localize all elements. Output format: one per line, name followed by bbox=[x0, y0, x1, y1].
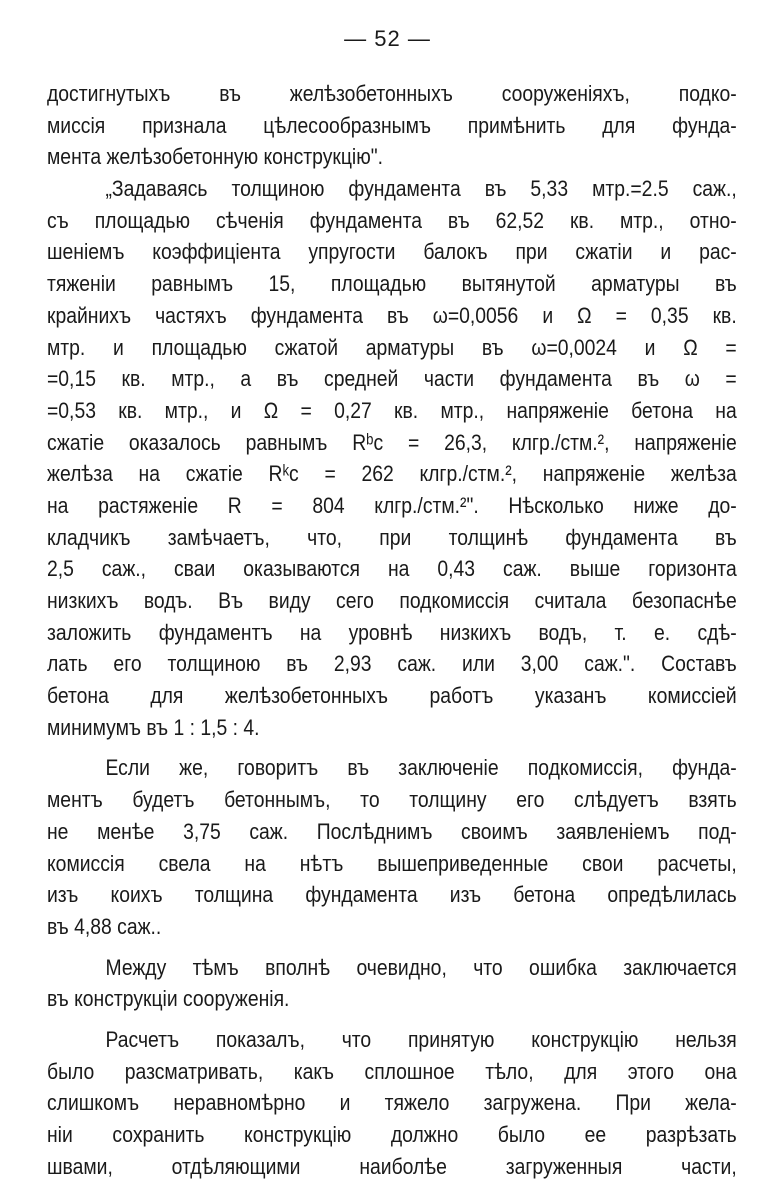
text-line: достигнутыхъ въ желѣзобетонныхъ сооруженіяхъ, подко- bbox=[47, 81, 737, 106]
text-line: швами, отдѣляющими наиболѣе загруженныя части, bbox=[47, 1153, 737, 1179]
text-line: шеніемъ коэффиціента упругости балокъ при сжатіи и рас- bbox=[47, 239, 737, 265]
text-line: „Задаваясь толщиною фундамента въ 5,33 мтр.=2.5 саж., bbox=[105, 176, 737, 202]
text-line: =0,53 кв. мтр., и Ω = 0,27 кв. мтр., напряженіе бетона на bbox=[47, 397, 737, 423]
paragraph-gap bbox=[47, 943, 737, 952]
text-line: изъ коихъ толщина фундамента изъ бетона опредѣлилась bbox=[47, 882, 737, 908]
text-line: было разсматривать, какъ сплошное тѣло, для этого она bbox=[47, 1058, 737, 1084]
text-line: лать его толщиною въ 2,93 саж. или 3,00 саж.". Составъ bbox=[47, 651, 737, 677]
page-number: — 52 — bbox=[344, 26, 431, 51]
text-line: въ конструкціи сооруженія. bbox=[47, 986, 290, 1012]
text-line: не менѣе 3,75 саж. Послѣднимъ своимъ заявленіемъ под- bbox=[47, 818, 737, 844]
text-line: ментъ будетъ бетоннымъ, то толщину его слѣдуетъ взять bbox=[47, 787, 737, 813]
text-line: ніи сохранить конструкцію должно было ее разрѣзать bbox=[47, 1122, 737, 1147]
text-line: 2,5 саж., сваи оказываются на 0,43 саж. выше горизонта bbox=[47, 556, 737, 582]
text-line: тяженіи равнымъ 15, площадью вытянутой арматуры въ bbox=[47, 271, 737, 297]
text-line: =0,15 кв. мтр., а въ средней части фундамента въ ω = bbox=[47, 366, 737, 392]
text-line: въ 4,88 саж.. bbox=[47, 913, 162, 939]
text-line: миссія признала цѣлесообразнымъ примѣнить для фунда- bbox=[47, 112, 737, 138]
text-line: съ площадью сѣченія фундамента въ 62,52 кв. мтр., отно- bbox=[47, 207, 737, 233]
text-line: на растяженіе R = 804 клгр./стм.²". Нѣсколько ниже до- bbox=[47, 492, 737, 518]
text-line: бетона для желѣзобетонныхъ работъ указанъ комиссіей bbox=[47, 683, 737, 709]
text-line: заложить фундаментъ на уровнѣ низкихъ водъ, т. е. сдѣ- bbox=[47, 619, 737, 645]
text-line: Расчетъ показалъ, что принятую конструкцію нельзя bbox=[105, 1026, 737, 1052]
text-line: Между тѣмъ вполнѣ очевидно, что ошибка заключается bbox=[105, 954, 737, 980]
text-line: слишкомъ неравномѣрно и тяжело загружена. При жела- bbox=[47, 1090, 737, 1116]
paragraph-gap bbox=[47, 743, 737, 752]
text-line: кладчикъ замѣчаетъ, что, при толщинѣ фундамента въ bbox=[47, 524, 737, 550]
body-text bbox=[47, 78, 737, 1182]
text-line: мтр. и площадью сжатой арматуры въ ω=0,0024 и Ω = bbox=[47, 334, 737, 360]
text-line: комиссія свела на нѣтъ вышеприведенные свои расчеты, bbox=[47, 850, 737, 876]
paragraph-gap bbox=[47, 1015, 737, 1024]
text-line: желѣза на сжатіе Rᵏc = 262 клгр./стм.², напряженіе желѣза bbox=[47, 461, 737, 487]
text-line: сжатіе оказалось равнымъ Rᵇc = 26,3, клгр./стм.², напряженіе bbox=[47, 429, 737, 455]
text-line: минимумъ въ 1 : 1,5 : 4. bbox=[47, 714, 260, 740]
text-line: мента желѣзобетонную конструкцію". bbox=[47, 144, 383, 170]
text-line: Если же, говоритъ въ заключеніе подкомиссія, фунда- bbox=[105, 755, 737, 781]
text-line: крайнихъ частяхъ фундамента въ ω=0,0056 и Ω = 0,35 кв. bbox=[47, 302, 737, 328]
text-line: низкихъ водъ. Въ виду сего подкомиссія считала безопаснѣе bbox=[47, 588, 737, 613]
